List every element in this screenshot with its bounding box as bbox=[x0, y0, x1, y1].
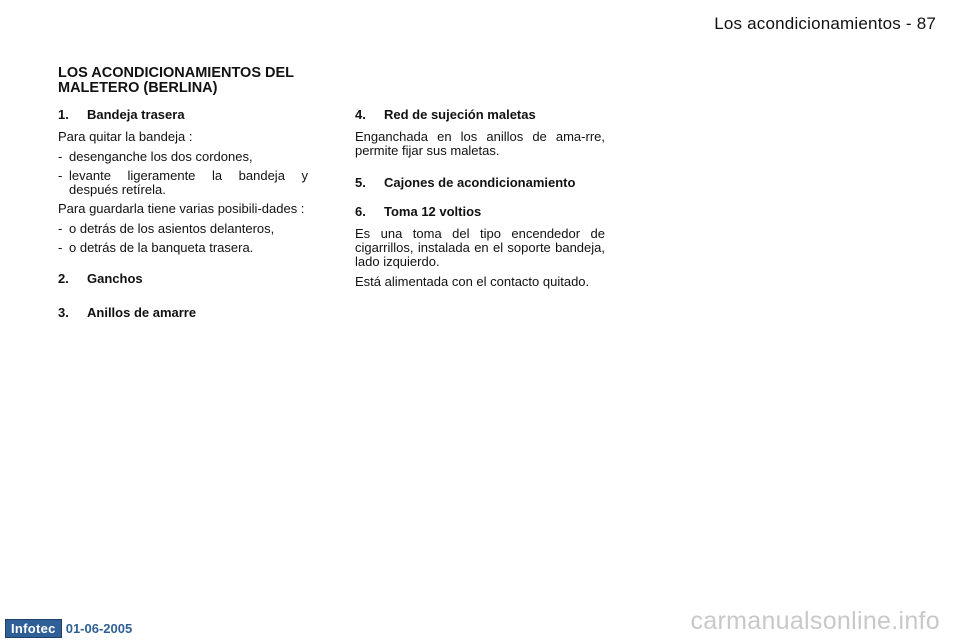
bullet-dash: - bbox=[58, 221, 63, 236]
item-1-heading bbox=[58, 108, 308, 122]
item-4-number: 4. bbox=[355, 107, 366, 122]
item-1-intro: Para quitar la bandeja : bbox=[58, 129, 193, 144]
item-6-number: 6. bbox=[355, 204, 366, 219]
list-item bbox=[58, 222, 308, 236]
item-3-number: 3. bbox=[58, 305, 69, 320]
option-text: o detrás de la banqueta trasera. bbox=[69, 240, 254, 255]
section-title: LOS ACONDICIONAMIENTOS DEL MALETERO (BERLINA) bbox=[58, 65, 294, 96]
item-3-title: Anillos de amarre bbox=[87, 305, 197, 320]
item-1-number: 1. bbox=[58, 107, 69, 122]
item-4-text: Enganchada en los anillos de ama-rre, permite fijar sus maletas. bbox=[355, 129, 605, 158]
item-2-heading bbox=[58, 272, 308, 286]
item-5-title: Cajones de acondicionamiento bbox=[384, 175, 576, 190]
footer-date: 01-06-2005 bbox=[65, 621, 133, 636]
item-3-heading bbox=[58, 306, 308, 320]
item-1-title: Bandeja trasera bbox=[87, 107, 185, 122]
list-item bbox=[58, 241, 308, 255]
bullet-dash: - bbox=[58, 149, 63, 164]
item-6-text-2: Está alimentada con el contacto quitado. bbox=[355, 274, 590, 289]
item-6-heading bbox=[355, 205, 605, 219]
item-4-title: Red de sujeción maletas bbox=[384, 107, 536, 122]
page-header: Los acondicionamientos - 87 bbox=[714, 14, 936, 33]
item-2-number: 2. bbox=[58, 271, 69, 286]
item-4-heading bbox=[355, 108, 605, 122]
list-item bbox=[58, 150, 308, 164]
item-5-heading bbox=[355, 176, 605, 190]
step-text: desenganche los dos cordones, bbox=[69, 149, 253, 164]
bullet-dash: - bbox=[58, 240, 63, 255]
footer bbox=[5, 619, 132, 638]
item-1-store-intro: Para guardarla tiene varias posibili-dades : bbox=[58, 201, 305, 216]
item-6-text-1: Es una toma del tipo encendedor de cigarrillos, instalada en el soporte bandeja, lado izquierdo. bbox=[355, 226, 605, 269]
watermark: carmanualsonline.info bbox=[690, 607, 940, 635]
item-2-title: Ganchos bbox=[87, 271, 143, 286]
list-item bbox=[58, 169, 308, 197]
left-column bbox=[58, 108, 308, 328]
right-column bbox=[355, 108, 605, 295]
step-text: levante ligeramente la bandeja y después retírela. bbox=[69, 168, 308, 197]
option-text: o detrás de los asientos delanteros, bbox=[69, 221, 275, 236]
bullet-dash: - bbox=[58, 168, 63, 183]
item-5-number: 5. bbox=[355, 175, 366, 190]
infotec-logo: Infotec bbox=[5, 619, 62, 638]
item-6-title: Toma 12 voltios bbox=[384, 204, 482, 219]
